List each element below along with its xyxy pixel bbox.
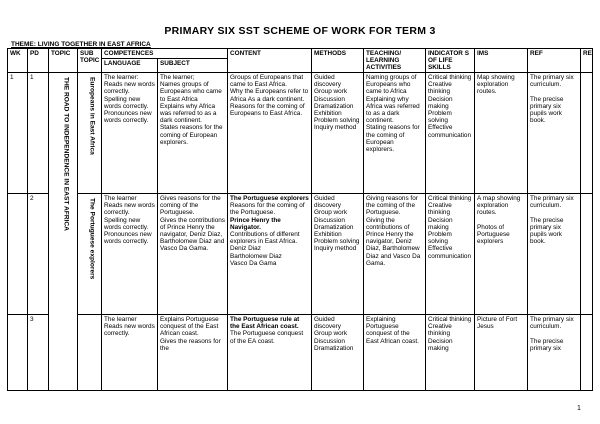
cell-indicators: Critical thinking Creative thinking Decision making Problem solving Effective communication	[426, 73, 475, 194]
scheme-of-work-table	[7, 48, 593, 391]
cell-ims: Map showing exploration routes.	[475, 73, 528, 194]
cell-pd: 3	[28, 315, 49, 391]
cell-teaching: Explaining Portuguese conquest of the East African coast.	[364, 315, 426, 391]
header-ims: IMS	[475, 49, 528, 73]
cell-wk	[8, 315, 28, 391]
cell-ims: A map showing exploration routes. Photos of Portuguese explorers	[475, 194, 528, 315]
header-topic: TOPIC	[49, 49, 78, 73]
header-content: CONTENT	[228, 49, 312, 73]
cell-teaching: Naming groups of Europeans who came to Africa Explaining why Africa was referred to as a dark continent. Stating reasons for the coming of European explorers.	[364, 73, 426, 194]
cell-methods: Guided discovery Group work Discussion Dramatization	[312, 315, 364, 391]
content-subheading: Prince Henry the Navigator.	[230, 216, 281, 231]
cell-ref: The primary six curriculum. The precise primary six pupils work book.	[528, 194, 581, 315]
header-sub-topic: SUB TOPIC	[78, 49, 102, 73]
header-ref: REF	[528, 49, 581, 73]
cell-wk: 1	[8, 73, 28, 194]
sub-topic-vertical-text: Europeans in East Africa	[88, 77, 96, 155]
cell-teaching: Giving reasons for the coming of the Portuguese. Giving the contributions of Prince Henry the navigator, Deniz Diaz, Bartholomew Diaz and Vasco Da Gama.	[364, 194, 426, 315]
header-indicators: INDICATOR S OF LIFE SKILLS	[426, 49, 475, 73]
header-wk: WK	[8, 49, 28, 73]
header-teaching: TEACHING/ LEARNING ACTIVITIES	[364, 49, 426, 73]
table-row	[8, 73, 593, 194]
cell-language: The learner: Reads new words correctly. Spelling new words correctly. Pronounces new words correctly.	[102, 73, 158, 194]
cell-pd: 1	[28, 73, 49, 194]
cell-methods: Guided discovery Group work Discussion Dramatization Exhibition Problem solving Inquiry method	[312, 194, 364, 315]
cell-indicators: Critical thinking Creative thinking Decision making Problem solving Effective communication	[426, 194, 475, 315]
cell-ref: The primary six curriculum. The precise primary six	[528, 315, 581, 391]
cell-language: The learner Reads new words correctly.	[102, 315, 158, 391]
header-methods: METHODS	[312, 49, 364, 73]
table-row	[8, 315, 593, 391]
cell-ref: The primary six curriculum. The precise primary six pupils work book.	[528, 73, 581, 194]
cell-re	[581, 194, 593, 315]
header-language: LANGUAGE	[102, 59, 158, 73]
cell-methods: Guided discovery Group work Discussion Dramatization Exhibition Problem solving Inquiry method	[312, 73, 364, 194]
cell-subject: Explains Portuguese conquest of the East African coast. Gives the reasons for the	[158, 315, 228, 391]
cell-content: Groups of Europeans that came to East Africa. Why the Europeans refer to Africa As a dark continent. Reasons for the coming of Europeans to East Africa.	[228, 73, 312, 194]
topic-vertical-text: THE ROAD TO INDEPENDENCE IN EAST AFRICA	[62, 77, 70, 231]
header-competences: COMPETENCES	[102, 49, 228, 59]
cell-sub-topic	[78, 315, 102, 391]
document-title: PRIMARY SIX SST SCHEME OF WORK FOR TERM 3	[164, 25, 436, 37]
cell-subject: The learner; Names groups of Europeans who came to East Africa Explains why Africa was referred to as a dark continent. States reasons for the coming of European explorers.	[158, 73, 228, 194]
sub-topic-vertical-text: The Portuguese explorers	[88, 198, 96, 280]
cell-language: The learner Reads new words correctly. Spelling new words correctly. Pronounces new words correctly.	[102, 194, 158, 315]
cell-content: The Portuguese explorers Reasons for the coming of the Portuguese. Prince Henry the Navigator. Contributions of different explorers in East Africa. Deniz Diaz Bartholomew Diaz Vasco Da Gama	[228, 194, 312, 315]
cell-re	[581, 315, 593, 391]
cell-wk	[8, 194, 28, 315]
table-row	[8, 194, 593, 315]
content-heading: The Portuguese explorers	[230, 195, 309, 202]
cell-sub-topic	[78, 194, 102, 315]
cell-re	[581, 73, 593, 194]
cell-content: The Portuguese rule at the East African coast. The Portuguese conquest of the EA coast.	[228, 315, 312, 391]
cell-indicators: Critical thinking Creative thinking Decision making	[426, 315, 475, 391]
header-pd: PD	[28, 49, 49, 73]
cell-pd: 2	[28, 194, 49, 315]
header-subject: SUBJECT	[158, 59, 228, 73]
theme-heading: THEME: LIVING TOGETHER IN EAST AFRICA	[11, 41, 151, 48]
page-number: 1	[577, 405, 581, 412]
content-heading: The Portuguese rule at the East African coast.	[230, 316, 300, 331]
cell-topic	[49, 73, 78, 391]
cell-subject: Gives reasons for the coming of the Portuguese. Gives the contributions of Prince Henry the navigator, Deniz Diaz, Bartholomew Diaz and Vasco Da Gama.	[158, 194, 228, 315]
header-re: RE	[581, 49, 593, 73]
cell-ims: Picture of Fort Jesus	[475, 315, 528, 391]
cell-sub-topic	[78, 73, 102, 194]
